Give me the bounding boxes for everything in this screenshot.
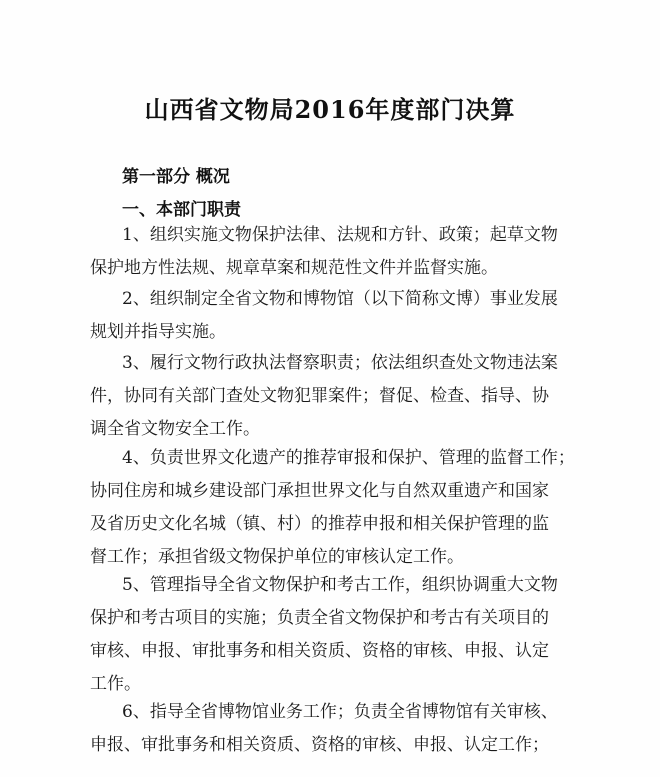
paragraph-line: 保护和考古项目的实施；负责全省文物保护和考古有关项目的 (90, 608, 549, 628)
document-title: 山西省文物局2016年度部门决算 (144, 95, 516, 124)
paragraph-duty-1 (90, 219, 560, 285)
paragraph-duty-4 (90, 442, 575, 574)
paragraph-duty-3 (90, 347, 560, 446)
paragraph-line: 件，协同有关部门查处文物犯罪案件；督促、检查、指导、协 (90, 386, 549, 406)
paragraph-line: 督工作；承担省级文物保护单位的审核认定工作。 (90, 547, 464, 567)
paragraph-duty-6 (90, 696, 560, 762)
paragraph-line: 6、指导全省博物馆业务工作；负责全省博物馆有关审核、 (122, 702, 558, 722)
section-heading: 一、本部门职责 (122, 200, 241, 220)
paragraph-line: 5、管理指导全省文物保护和考古工作，组织协调重大文物 (122, 575, 558, 595)
paragraph-line: 调全省文物安全工作。 (90, 419, 260, 439)
paragraph-line: 3、履行文物行政执法督察职责；依法组织查处文物违法案 (122, 353, 558, 373)
paragraph-line: 1、组织实施文物保护法律、法规和方针、政策；起草文物 (122, 225, 558, 245)
paragraph-duty-2 (90, 283, 560, 349)
paragraph-line: 审核、申报、审批事务和相关资质、资格的审核、申报、认定 (90, 641, 549, 661)
paragraph-line: 规划并指导实施。 (90, 322, 226, 342)
paragraph-line: 保护地方性法规、规章草案和规范性文件并监督实施。 (90, 258, 498, 278)
paragraph-duty-5 (90, 569, 560, 701)
part-heading: 第一部分 概况 (122, 167, 230, 187)
paragraph-line: 及省历史文化名城（镇、村）的推荐申报和相关保护管理的监 (90, 514, 549, 534)
paragraph-line: 申报、审批事务和相关资质、资格的审核、申报、认定工作； (90, 735, 549, 755)
paragraph-line: 2、组织制定全省文物和博物馆（以下简称文博）事业发展 (122, 289, 558, 309)
paragraph-line: 工作。 (90, 674, 141, 694)
paragraph-line: 协同住房和城乡建设部门承担世界文化与自然双重遗产和国家 (90, 481, 549, 501)
paragraph-line: 4、负责世界文化遗产的推荐审报和保护、管理的监督工作； (122, 448, 575, 468)
